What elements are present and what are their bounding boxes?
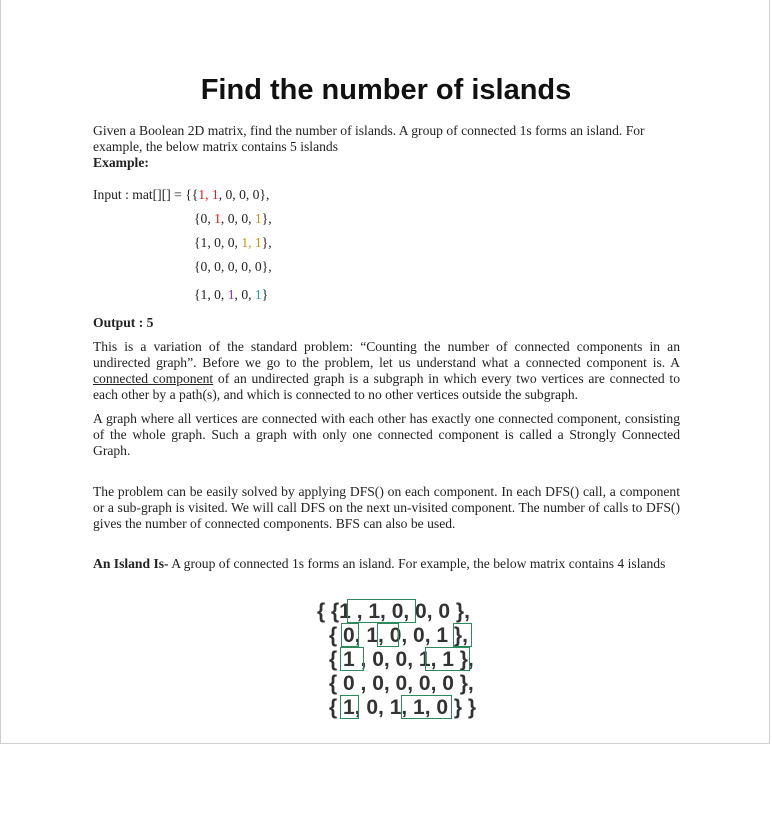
paragraph-island-definition [93,556,680,572]
input-row-2 [194,235,272,251]
input-text: {1, 0, [194,287,228,302]
matrix-row [317,624,468,648]
island-box [377,623,399,647]
input-text: , 0, 0, [220,211,255,226]
input-text: }, [261,211,272,226]
input-highlight: 1, 1 [241,235,262,250]
input-row-0 [93,187,269,203]
connected-component-link[interactable]: connected component [93,371,214,386]
island-box [347,599,416,623]
input-highlight: 1, 1 [198,187,219,202]
matrix-row-text: { 0 , 0, 0, 0, 0 }, [329,672,474,695]
island-box [340,647,364,671]
page-title: Find the number of islands [200,74,572,106]
input-text: , 0, [234,287,255,302]
island-box [401,695,452,719]
intro-paragraph: Given a Boolean 2D matrix, find the number of islands. A group of connected 1s forms an island. For example, the below matrix contains 5 islands [93,123,645,154]
paragraph-text: A group of connected 1s forms an island. For example, the below matrix contains 4 islands [168,556,666,571]
matrix-row-text: { 1, 0, 1, 1, 0 } } [329,696,477,719]
input-text: {0, 0, 0, 0, 0}, [194,259,272,274]
island-label: An Island Is- [93,556,169,571]
input-highlight: 1 [214,211,221,226]
input-row-4 [194,287,268,303]
island-box [340,695,359,719]
input-text: {0, [194,211,215,226]
matrix-row-text: { 0, 1, 0, 0, 1 }, [329,624,468,647]
output-label: Output : 5 [93,315,154,330]
matrix-row [317,600,470,624]
matrix-row [317,672,474,696]
paragraph-connected-components [93,339,680,403]
input-text: {1, 0, 0, [194,235,242,250]
paragraph-strongly-connected: A graph where all vertices are connected with each other has exactly one connected component, consisting of the whole graph. Such a graph with only one connected component is called a Strongly Connected Graph. [93,411,680,458]
island-matrix-figure [317,600,477,720]
input-row-3 [194,259,272,275]
example-label: Example: [93,155,149,170]
paragraph-text: This is a variation of the standard problem: “Counting the number of connected components in an undirected graph”. Before we go to the problem, let us understand what a connected component is. A [93,339,680,370]
input-text: }, [261,235,272,250]
input-text: } [261,287,269,302]
paragraph-text: of an undirected graph is a subgraph in which every two vertices are connected to each other by a path(s), and which is connected to no other vertices outside the subgraph. [93,371,680,402]
island-box [453,623,472,647]
input-prefix: Input : mat[][] = {{ [93,187,199,202]
input-highlight: 1 [254,287,262,302]
paragraph-dfs: The problem can be easily solved by applying DFS() on each component. In each DFS() call, a component or a sub-graph is visited. We will call DFS on the next un-visited component. The number of calls to DFS() gives the number of connected components. BFS can also be used. [93,484,680,531]
input-rest: , 0, 0, 0}, [218,187,270,202]
island-box [341,623,359,647]
island-box [425,647,470,671]
input-row-1 [194,211,272,227]
matrix-row-text: { {1 , 1, 0, 0, 0 }, [317,600,470,623]
matrix-row [317,696,477,720]
matrix-row-text: { 1 , 0, 0, 1, 1 }, [329,648,474,671]
matrix-row [317,648,474,672]
input-highlight: 1 [227,287,235,302]
input-highlight: 1 [254,211,262,226]
